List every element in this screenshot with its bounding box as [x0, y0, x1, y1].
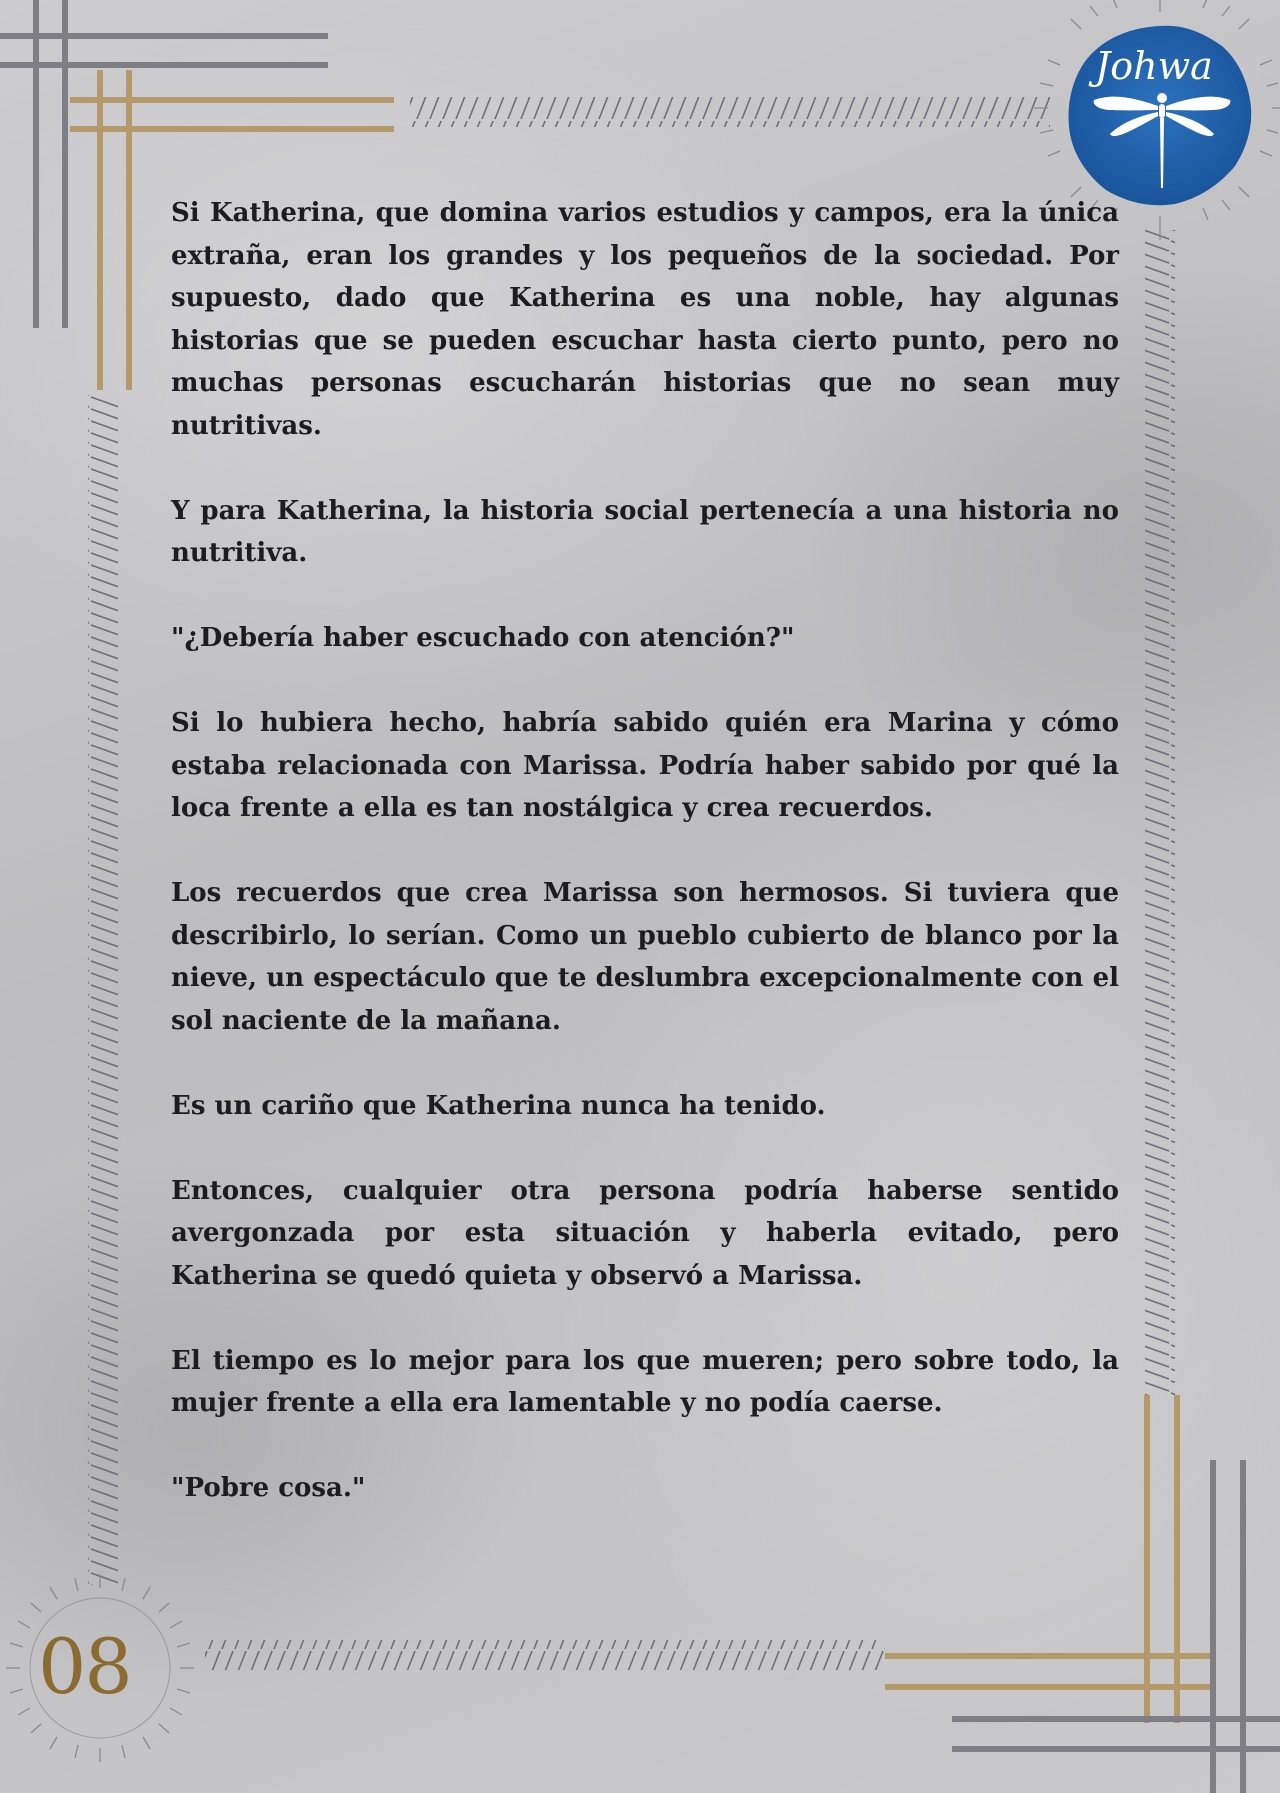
paragraph: El tiempo es lo mejor para los que mueren; pero sobre todo, la mujer frente a ella era lamentable y no podía caerse.: [171, 1345, 1119, 1418]
bottom-hatch-border: [205, 1640, 885, 1670]
paragraph: Es un cariño que Katherina nunca ha tenido.: [171, 1090, 826, 1121]
paragraph: Entonces, cualquier otra persona podría haberse sentido avergonzada por esta situación y haberla evitado, pero Katherina se quedó quieta y observó a Marissa.: [171, 1175, 1119, 1291]
logo-text: Johwa: [1095, 44, 1213, 88]
body-text: [171, 192, 1119, 1510]
right-hatch-border: [1145, 230, 1175, 1395]
paragraph: "¿Debería haber escuchado con atención?": [171, 623, 795, 653]
page-number: 08: [38, 1622, 131, 1711]
top-hatch-border: [410, 97, 1050, 127]
paragraph: Si lo hubiera hecho, habría sabido quién era Marina y cómo estaba relacionada con Marissa. Podría haber sabido por qué la loca frente a ella es tan nostálgica y crea recuerdos.: [171, 708, 1119, 823]
paragraph: Y para Katherina, la historia social pertenecía a una historia no nutritiva.: [171, 495, 1119, 568]
paragraph: Los recuerdos que crea Marissa son hermosos. Si tuviera que describirlo, lo serían. Como un pueblo cubierto de blanco por la nieve, un espectáculo que te deslumbra excepcionalmente con el sol naciente de la mañana.: [171, 878, 1119, 1036]
paragraph: Si Katherina, que domina varios estudios y campos, era la única extraña, eran los grandes y los pequeños de la sociedad. Por supuesto, dado que Katherina es una noble, hay algunas historias que se pueden escuchar hasta cierto punto, pero no muchas personas escucharán historias que no sean muy nutritivas.: [171, 198, 1119, 441]
paragraph: "Pobre cosa.": [171, 1473, 366, 1503]
left-hatch-border: [88, 395, 118, 1585]
